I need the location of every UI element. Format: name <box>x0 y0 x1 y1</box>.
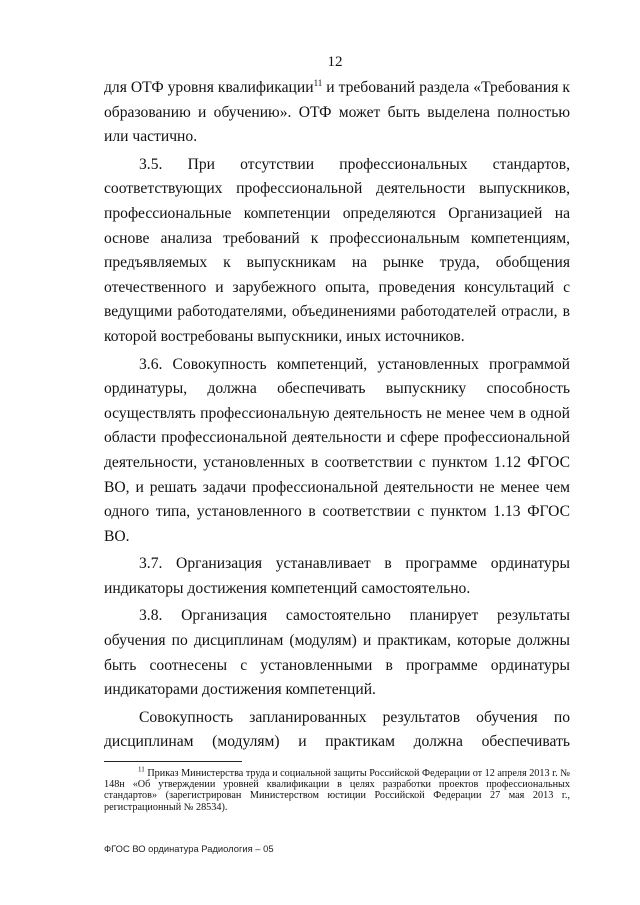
paragraph-3-6: 3.6. Совокупность компетенций, установленных программой ординатуры, должна обеспечивать выпускнику способность осуществлять профессиональную деятельность не менее чем в одной области профессиональной деятельности и сфере профессиональной деятельности, установленных в соответствии с пунктом 1.12 ФГОС ВО, и решать задачи профессиональной деятельности не менее чем одного типа, установленного в соответствии с пунктом 1.13 ФГОС ВО. <box>104 355 570 545</box>
footer-label: ФГОС ВО ординатура Радиология – 05 <box>104 843 274 854</box>
paragraph-3-8: 3.8. Организация самостоятельно планирует результаты обучения по дисциплинам (модулям) и практикам, которые должны быть соотнесены с установленными в программе ординатуры индикаторами достижения компетенций. <box>104 607 570 699</box>
paragraph-results: Совокупность запланированных результатов обучения по дисциплинам (модулям) и практикам должна обеспечивать <box>104 708 570 751</box>
footnote-reference: 11 <box>313 77 323 88</box>
footnote-marker: 11 <box>138 765 145 774</box>
paragraph-3-5: 3.5. При отсутствии профессиональных стандартов, соответствующих профессиональной деятельности выпускников, профессиональные компетенции определяются Организацией на основе анализа требований к профессиональным компетенциям, предъявляемых к выпускникам на рынке труда, обобщения отечественного и зарубежного опыта, проведения консультаций с ведущими работодателями, объединениями работодателей отрасли, в которой востребованы выпускники, иных источников. <box>104 155 570 345</box>
body-text <box>104 76 570 755</box>
footnote <box>104 765 570 813</box>
paragraph-continuation <box>104 76 570 150</box>
paragraph-3-7: 3.7. Организация устанавливает в программе ординатуры индикаторы достижения компетенций самостоятельно. <box>104 555 570 597</box>
paragraph-text: для ОТФ уровня квалификации <box>104 79 314 96</box>
footnote-separator <box>104 761 242 762</box>
paragraph-text: и требований раздела «Требования к образованию и обучению». ОТФ может быть выделена полностью или частично. <box>104 79 570 146</box>
footnote-text: Приказ Министерства труда и социальной защиты Российской Федерации от 12 апреля 2013 г. № 148н «Об утверждении уровней квалификации в целях разработки проектов профессиональных стандартов» (зарегистрирован Министерством юстиции Российской Федерации 27 мая 2013 г., регистрационный № 28534). <box>104 768 570 813</box>
page-number: 12 <box>327 54 343 70</box>
